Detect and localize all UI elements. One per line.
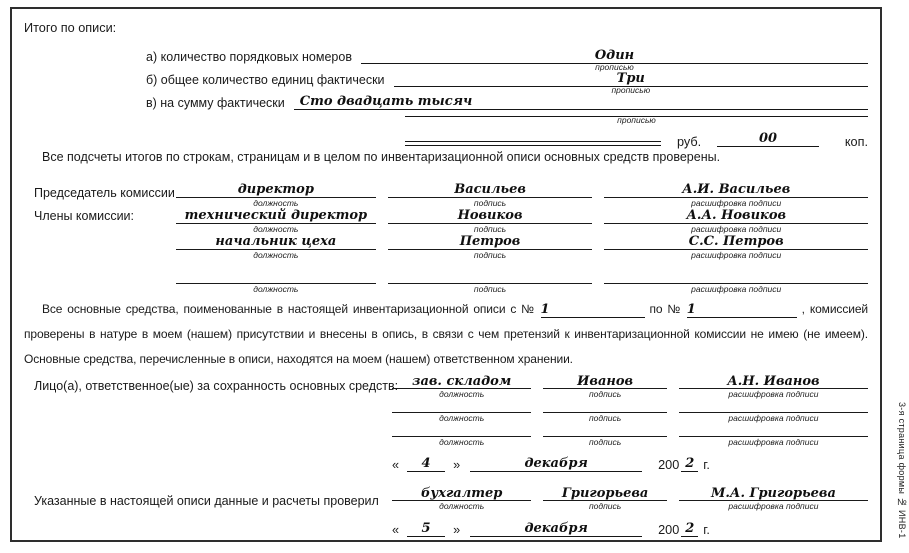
transcript-sublabel: расшифровка подписи xyxy=(728,501,819,511)
checker-signature-table xyxy=(392,487,868,511)
signature-value: Васильев xyxy=(388,183,593,198)
amount-in-words-sublabel: прописью xyxy=(617,115,656,125)
signature-value: Новиков xyxy=(388,209,593,224)
total-row-v-value: Сто двадцать тысяч xyxy=(299,94,473,109)
position-sublabel: должность xyxy=(439,389,485,399)
signature-value: Григорьева xyxy=(543,487,666,501)
transcript-sublabel: расшифровка подписи xyxy=(691,224,782,234)
position-value xyxy=(392,399,531,413)
rubles-kopecks-row xyxy=(405,131,868,149)
statement-paragraph xyxy=(24,297,868,372)
signature-cell xyxy=(388,235,593,260)
amount-in-words-line xyxy=(405,110,868,125)
statement-line1-mid: по № xyxy=(649,302,682,316)
transcript-value xyxy=(604,269,868,284)
total-row-a-sublabel: прописью xyxy=(595,62,634,72)
signature-sublabel: подпись xyxy=(589,389,622,399)
transcript-value xyxy=(679,399,868,413)
year-line xyxy=(681,456,698,472)
signature-sublabel: подпись xyxy=(473,284,507,294)
signature-sublabel: подпись xyxy=(473,224,507,234)
year-suffix: г. xyxy=(703,523,710,537)
close-quote: » xyxy=(453,523,461,537)
transcript-sublabel: расшифровка подписи xyxy=(728,389,819,399)
position-value xyxy=(392,423,531,437)
checker-label: Указанные в настоящей описи данные и расчеты проверил xyxy=(34,494,379,508)
totals-rows xyxy=(146,41,868,110)
commission-row-1 xyxy=(176,183,868,208)
century-text: 200 xyxy=(658,523,680,537)
position-sublabel: должность xyxy=(439,437,485,447)
transcript-value: А.И. Васильев xyxy=(604,183,868,198)
day-value: 4 xyxy=(421,456,431,471)
transcript-cell xyxy=(604,209,868,234)
kopecks-label: коп. xyxy=(844,135,868,149)
month-line xyxy=(470,456,642,472)
signature-cell xyxy=(543,487,666,511)
signature-cell xyxy=(543,423,666,447)
position-sublabel: должность xyxy=(253,250,299,260)
responsible-signature-table xyxy=(392,375,868,447)
position-value: директор xyxy=(176,183,376,198)
kopecks-line xyxy=(717,131,819,147)
total-row-serial-numbers xyxy=(146,41,868,72)
total-row-v-label: в) на сумму фактически xyxy=(146,96,285,110)
transcript-value: М.А. Григорьева xyxy=(679,487,868,501)
transcript-value xyxy=(679,423,868,437)
responsible-label: Лицо(а), ответственное(ые) за сохранность основных средств: xyxy=(34,379,399,393)
day-value: 5 xyxy=(421,521,431,536)
commission-section xyxy=(24,183,868,295)
position-cell xyxy=(176,269,376,294)
checker-row xyxy=(392,487,868,511)
statement-line-2: проверены в натуре в моем (нашем) присутствии и внесены в опись, в связи с чем претензий к инвентаризационной комиссии не имею (не имеем). xyxy=(24,327,868,341)
open-quote: « xyxy=(392,523,400,537)
statement-line-1 xyxy=(24,297,868,322)
position-value: начальник цеха xyxy=(176,235,376,250)
position-sublabel: должность xyxy=(253,224,299,234)
signature-value xyxy=(388,269,593,284)
form-border-frame xyxy=(10,7,882,542)
amount-double-rule xyxy=(405,141,661,146)
open-quote: « xyxy=(392,458,400,472)
totals-section xyxy=(24,19,868,149)
position-cell xyxy=(392,487,531,511)
position-sublabel: должность xyxy=(253,198,299,208)
position-cell xyxy=(176,235,376,260)
position-value: бухгалтер xyxy=(392,487,531,501)
signature-sublabel: подпись xyxy=(589,501,622,511)
year-value: 2 xyxy=(685,521,695,536)
total-row-a-value: Один xyxy=(594,48,635,63)
close-quote: » xyxy=(453,458,461,472)
total-row-b-fill-line xyxy=(394,69,868,95)
month-value: декабря xyxy=(524,456,588,471)
commission-row-3 xyxy=(176,235,868,260)
statement-line1-post: , комиссией xyxy=(801,302,869,316)
position-value: зав. складом xyxy=(392,375,531,389)
transcript-cell xyxy=(679,375,868,399)
position-cell xyxy=(392,423,531,447)
chairman-label: Председатель комиссии xyxy=(34,186,175,200)
position-cell xyxy=(392,399,531,423)
responsible-section xyxy=(24,375,868,472)
responsible-date-line xyxy=(392,456,868,472)
signature-sublabel: подпись xyxy=(473,250,507,260)
day-line xyxy=(407,521,445,537)
month-line xyxy=(470,521,642,537)
checker-section xyxy=(24,487,868,537)
transcript-sublabel: расшифровка подписи xyxy=(691,250,782,260)
signature-cell xyxy=(388,183,593,208)
transcript-cell xyxy=(679,399,868,423)
transcript-cell xyxy=(604,235,868,260)
transcript-cell xyxy=(679,423,868,447)
list-number-to: 1 xyxy=(686,302,696,317)
list-number-to-line xyxy=(687,302,797,318)
statement-line-3: Основные средства, перечисленные в описи, находятся на моем (нашем) ответственном хранении. xyxy=(24,352,573,366)
transcript-sublabel: расшифровка подписи xyxy=(691,284,782,294)
statement-line1-pre: Все основные средства, поименованные в настоящей инвентаризационной описи с № xyxy=(42,302,536,316)
transcript-value: С.С. Петров xyxy=(604,235,868,250)
year-line xyxy=(681,521,698,537)
total-row-amount-actual xyxy=(146,87,868,110)
signature-value xyxy=(543,423,666,437)
total-row-a-fill-line xyxy=(361,46,868,72)
transcript-sublabel: расшифровка подписи xyxy=(728,437,819,447)
kopecks-value: 00 xyxy=(758,131,778,146)
total-row-b-label: б) общее количество единиц фактически xyxy=(146,73,385,87)
totals-heading: Итого по описи: xyxy=(24,21,117,35)
signature-value: Иванов xyxy=(543,375,666,389)
members-label: Члены комиссии: xyxy=(34,209,135,223)
day-line xyxy=(407,456,445,472)
form-page-side-note: 3-я страница формы № ИНВ-1 xyxy=(897,402,907,539)
total-row-units-actual xyxy=(146,64,868,95)
signature-cell xyxy=(543,375,666,399)
transcript-cell xyxy=(604,183,868,208)
signature-cell xyxy=(388,269,593,294)
responsible-row-2-blank xyxy=(392,399,868,423)
transcript-value: А.Н. Иванов xyxy=(679,375,868,389)
responsible-row-1 xyxy=(392,375,868,399)
rubles-label: руб. xyxy=(676,135,702,149)
signature-value xyxy=(543,399,666,413)
total-row-a-label: а) количество порядковых номеров xyxy=(146,50,352,64)
position-sublabel: должность xyxy=(253,284,299,294)
signature-cell xyxy=(388,209,593,234)
signature-sublabel: подпись xyxy=(589,437,622,447)
position-value: технический директор xyxy=(176,209,376,224)
commission-row-2 xyxy=(176,209,868,234)
position-sublabel: должность xyxy=(439,501,485,511)
checker-date-line xyxy=(392,521,868,537)
signature-cell xyxy=(543,399,666,423)
commission-signature-table xyxy=(176,183,868,294)
list-number-from: 1 xyxy=(540,302,550,317)
century-text: 200 xyxy=(658,458,680,472)
position-cell xyxy=(176,183,376,208)
transcript-sublabel: расшифровка подписи xyxy=(728,413,819,423)
position-value xyxy=(176,269,376,284)
transcript-value: А.А. Новиков xyxy=(604,209,868,224)
signature-sublabel: подпись xyxy=(589,413,622,423)
total-row-b-sublabel: прописью xyxy=(611,85,651,95)
year-value: 2 xyxy=(685,456,695,471)
position-cell xyxy=(392,375,531,399)
year-suffix: г. xyxy=(703,458,710,472)
position-sublabel: должность xyxy=(439,413,485,423)
total-row-v-fill-line xyxy=(294,92,868,110)
total-row-b-value: Три xyxy=(616,71,645,86)
transcript-cell xyxy=(679,487,868,511)
commission-row-4-blank xyxy=(176,269,868,294)
responsible-row-3-blank xyxy=(392,423,868,447)
signature-sublabel: подпись xyxy=(473,198,507,208)
position-cell xyxy=(176,209,376,234)
list-number-from-line xyxy=(541,302,645,318)
totals-verified-sentence: Все подсчеты итогов по строкам, страницам и в целом по инвентаризационной описи основных средств проверены. xyxy=(42,150,721,164)
month-value: декабря xyxy=(524,521,588,536)
transcript-sublabel: расшифровка подписи xyxy=(691,198,782,208)
transcript-cell xyxy=(604,269,868,294)
signature-value: Петров xyxy=(388,235,593,250)
